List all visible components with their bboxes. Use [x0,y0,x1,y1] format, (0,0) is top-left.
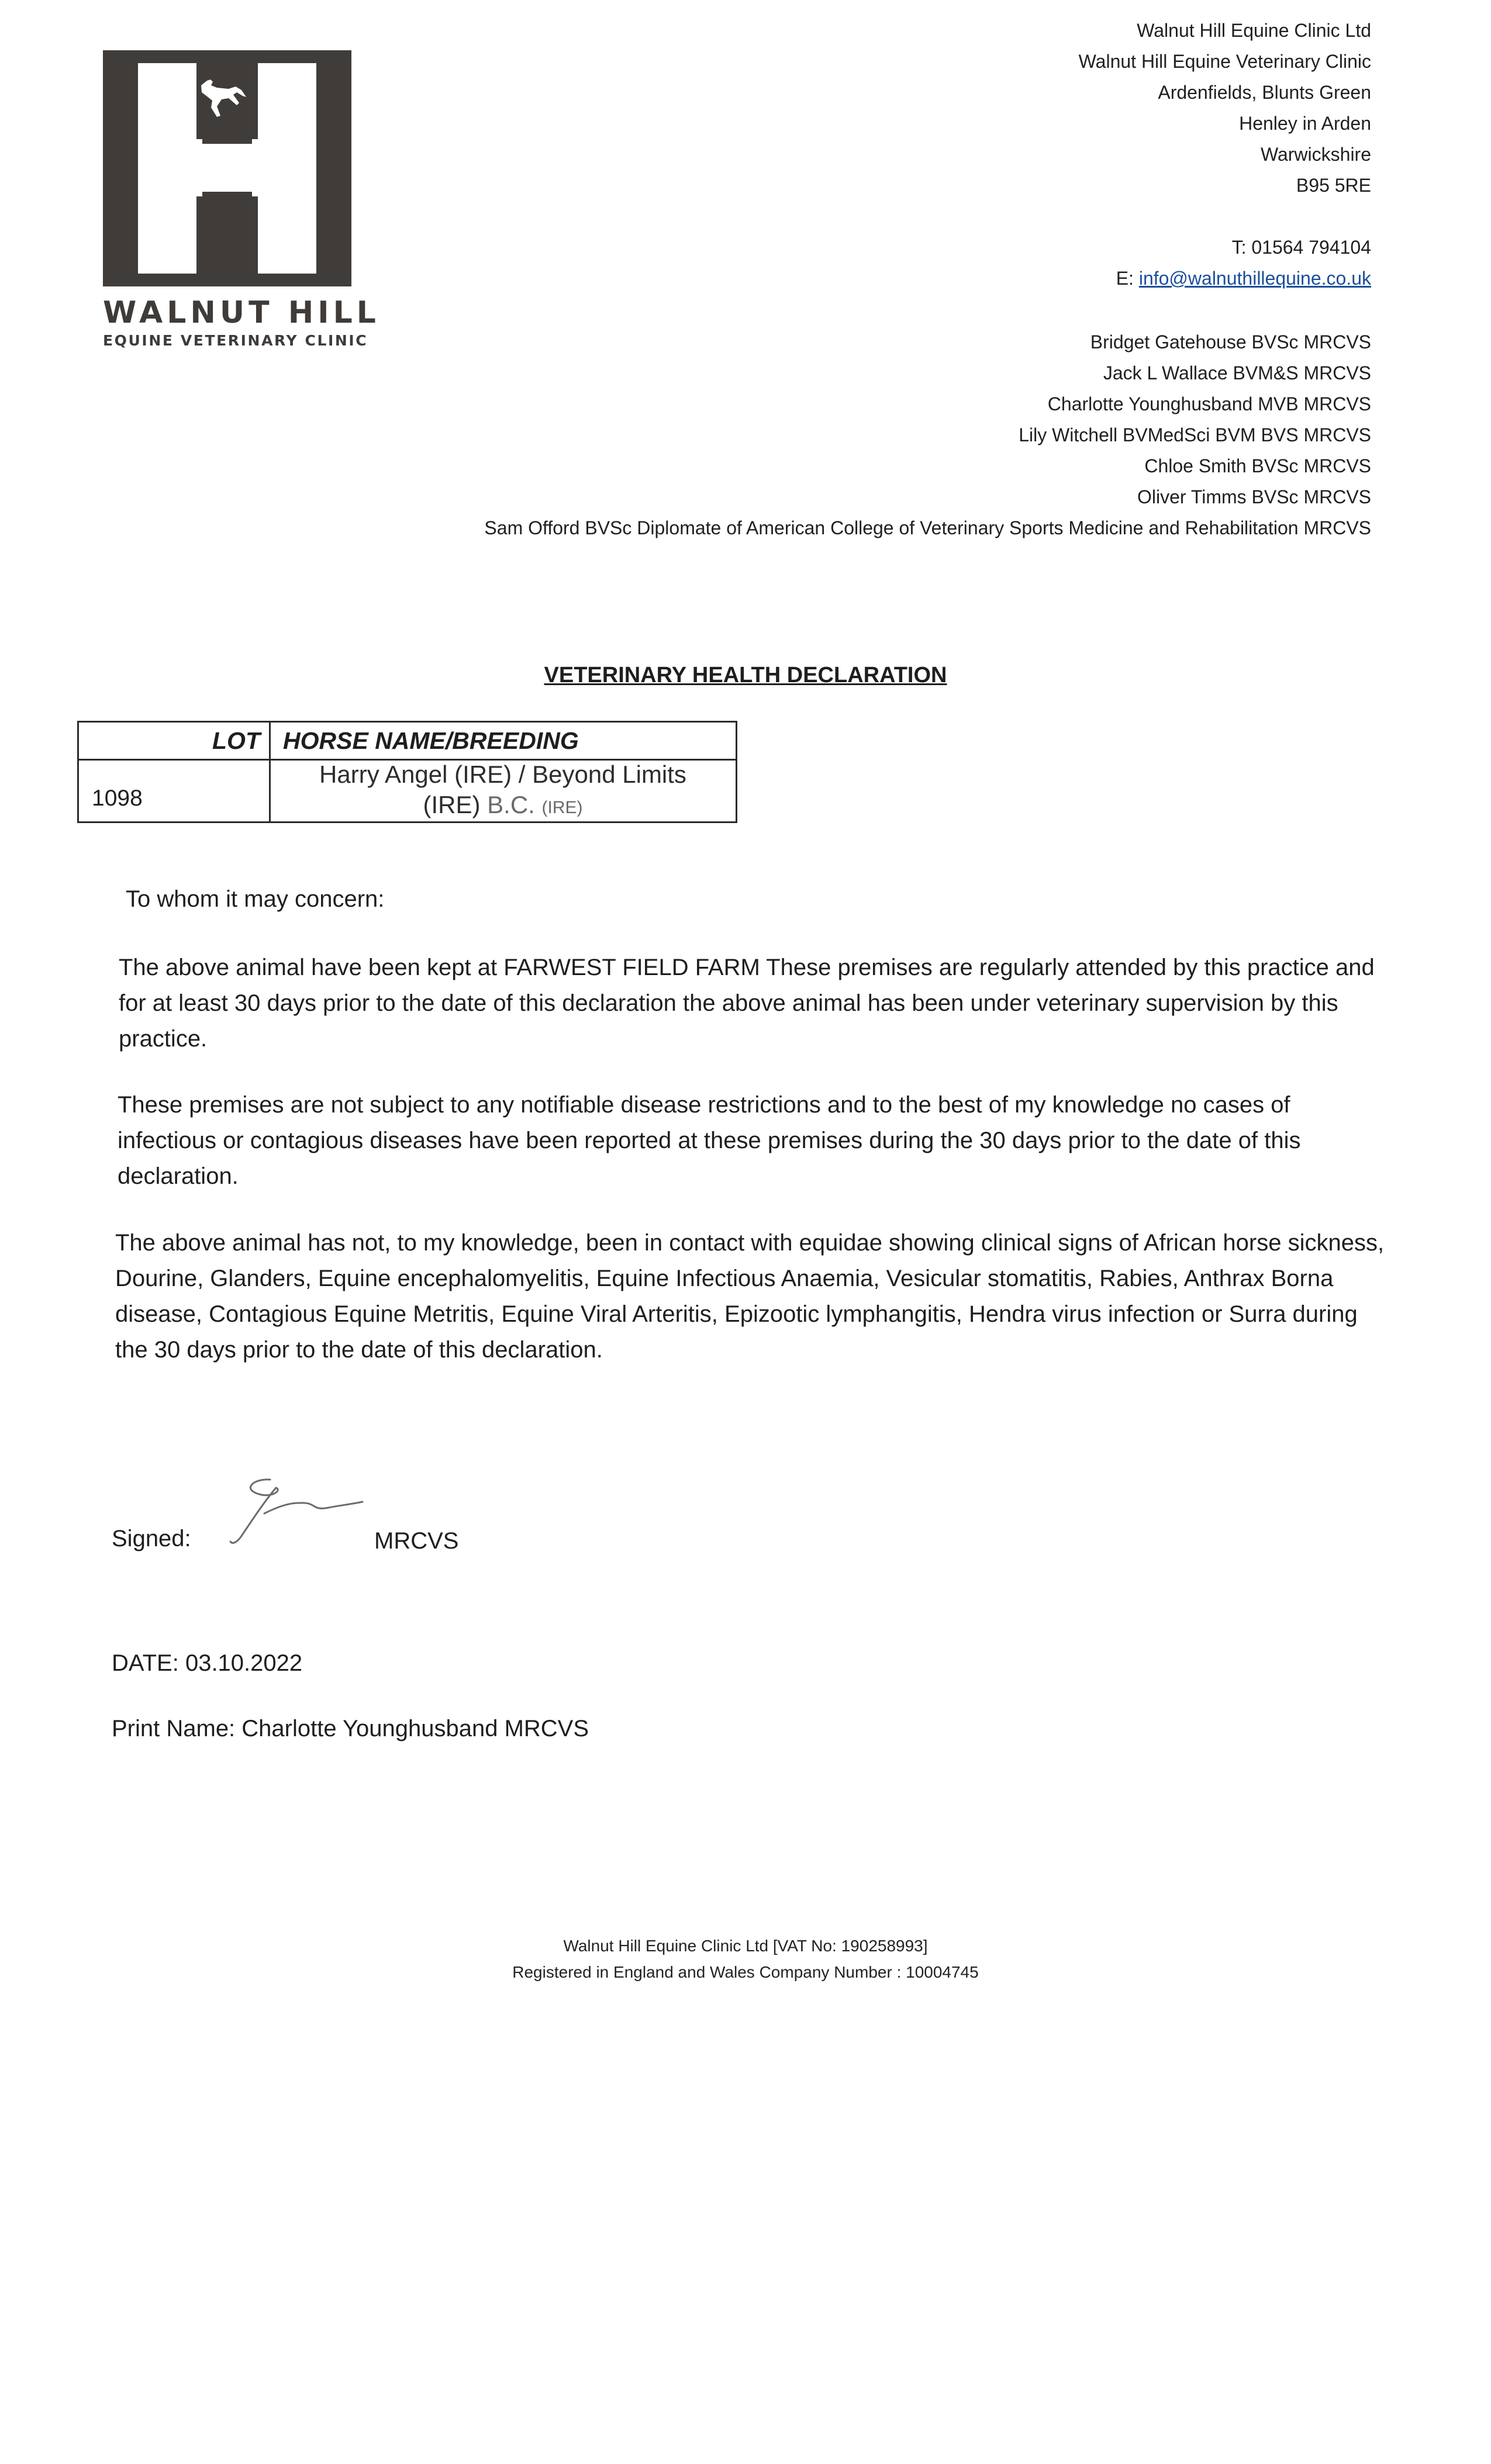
signature-suffix: MRCVS [374,1528,459,1554]
paragraph-diseases: The above animal has not, to my knowledge, been in contact with equidae showing clinical signs of African horse sickness, Dourine, Glanders, Equine encephalomyelitis, Equine Infectious Anaemia, Vesicular stomatitis, Rabies, Anthrax Borna disease, Contagious Equine Metritis, Equine Viral Arteritis, Epizootic lymphangitis, Hendra virus infection or Surra during the 30 days prior to the date of this declaration. [115,1230,1385,1363]
column-header-lot: LOT [212,727,260,754]
email-link[interactable]: info@walnuthillequine.co.uk [1138,268,1371,289]
company-name: Walnut Hill Equine Clinic Ltd [1137,20,1371,41]
clinic-logo [103,50,380,349]
email-line [1079,263,1371,294]
address-line-2: Henley in Arden [1239,113,1371,134]
signature-image [229,1467,364,1549]
print-name-value: Charlotte Younghusband MRCVS [241,1716,589,1741]
horse-origin: (IRE) [423,791,481,818]
print-name-label: Print Name: [112,1716,236,1741]
paragraph-restrictions: These premises are not subject to any notifiable disease restrictions and to the best of my knowledge no cases of infectious or contagious diseases have been reported at these premises during the 30 days prior to the date of this declaration. [118,1092,1301,1189]
lot-table [77,721,737,823]
footer-vat: Walnut Hill Equine Clinic Ltd [VAT No: 190258993] [563,1937,928,1955]
clinic-address-block [1079,15,1371,294]
paragraph-premises: The above animal have been kept at FARWEST FIELD FARM These premises are regularly attended by this practice and for at least 30 days prior to the date of this declaration the above animal has been under veterinary supervision by this practice. [119,955,1375,1052]
horse-breeding [281,759,725,823]
salutation: To whom it may concern: [126,886,385,912]
print-name-line [112,1716,589,1742]
vet-list [484,327,1371,544]
vet-name: Sam Offord BVSc Diplomate of American College of Veterinary Sports Medicine and Rehabilitation MRCVS [484,517,1371,538]
phone-number: T: 01564 794104 [1231,237,1371,258]
date-value: 03.10.2022 [185,1650,303,1676]
document-title [0,663,1491,688]
email-label: E: [1116,268,1139,289]
logo-subtitle: EQUINE VETERINARY CLINIC [103,332,368,349]
address-line-1: Ardenfields, Blunts Green [1158,82,1371,103]
horse-breeding-line-1: Harry Angel (IRE) / Beyond Limits [319,761,686,788]
horse-sex-origin: (IRE) [541,798,583,817]
vet-name: Oliver Timms BVSc MRCVS [1137,486,1371,507]
lot-number: 1098 [92,786,143,811]
vet-name: Chloe Smith BVSc MRCVS [1144,455,1371,476]
vet-name: Jack L Wallace BVM&S MRCVS [1103,362,1371,383]
signed-label: Signed: [112,1526,191,1551]
logo-name: WALNUT HILL [103,295,380,330]
document-title-text: VETERINARY HEALTH DECLARATION [544,663,947,687]
footer-registration: Registered in England and Wales Company Number : 10004745 [512,1963,979,1981]
address-county: Warwickshire [1260,144,1371,165]
vet-name: Charlotte Younghusband MVB MRCVS [1047,393,1371,414]
clinic-name: Walnut Hill Equine Veterinary Clinic [1078,51,1371,72]
horse-sex: B.C. [487,791,535,818]
address-postcode: B95 5RE [1296,175,1371,196]
column-header-horse: HORSE NAME/BREEDING [283,727,579,754]
date-line [112,1650,302,1677]
horse-breeding-line-2 [281,790,725,823]
footer [0,1933,1491,1985]
date-label: DATE: [112,1650,179,1676]
walnut-hill-logo-icon [103,50,351,286]
vet-name: Lily Witchell BVMedSci BVM BVS MRCVS [1019,424,1371,445]
vet-name: Bridget Gatehouse BVSc MRCVS [1090,331,1371,353]
